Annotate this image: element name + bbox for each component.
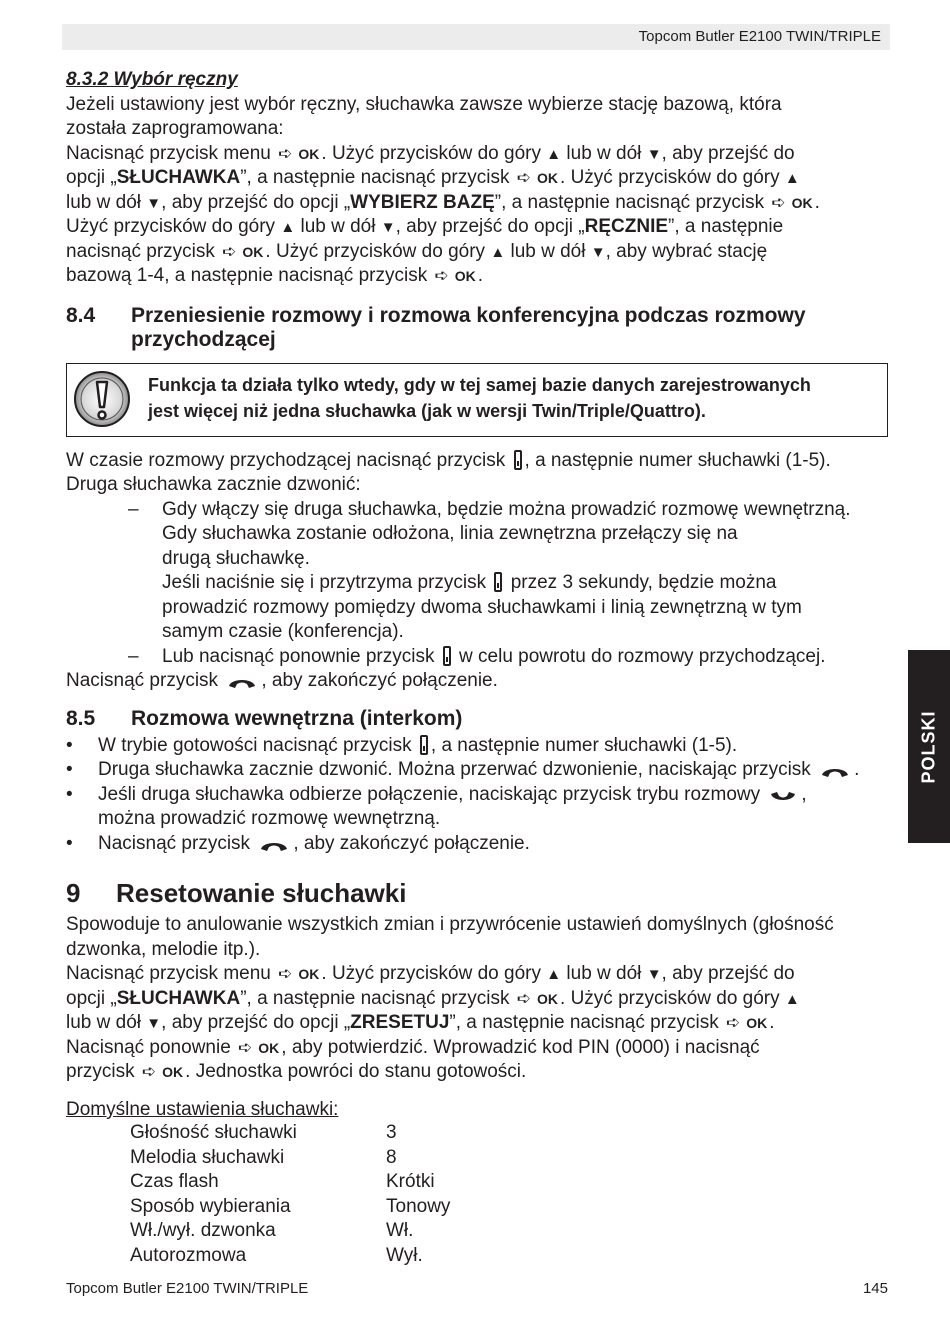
bullet-marker: •: [66, 735, 73, 756]
setting-name: Melodia słuchawki: [130, 1146, 285, 1168]
bullet-marker: •: [66, 833, 73, 854]
header-title: Topcom Butler E2100 TWIN/TRIPLE: [638, 28, 881, 45]
dash-item: [128, 498, 851, 522]
paragraph-line: [66, 473, 361, 497]
setting-name: Sposób wybierania: [130, 1195, 291, 1217]
text: Jednostka powróci do stanu gotowości.: [195, 1061, 527, 1082]
dash-item: [128, 645, 826, 669]
paragraph-line: [66, 240, 767, 265]
setting-value: Wył.: [386, 1244, 423, 1266]
text: .: [769, 1012, 775, 1033]
text: Nacisnąć przycisk , aby zakończyć połączenie.: [98, 833, 530, 854]
down-key-icon: ▼: [646, 966, 662, 983]
section-title: Przeniesienie rozmowy i rozmowa konferencyjna podczas rozmowy: [131, 304, 806, 327]
paragraph-line: dzwonka, melodie itp.).: [66, 939, 261, 960]
paragraph-line: [66, 166, 800, 191]
bullet-item: [66, 783, 807, 807]
hang-up-key-icon: [820, 765, 850, 779]
up-key-icon: ▲: [546, 146, 562, 163]
text: Lub nacisnąć ponownie przycisk w celu powrotu do rozmowy przychodzącej.: [162, 646, 826, 667]
paragraph-line: [66, 1036, 760, 1060]
paragraph-line: samym czasie (konferencja).: [162, 621, 404, 642]
language-label: POLSKI: [918, 709, 939, 784]
text: , aby wybrać stację: [605, 241, 768, 262]
text: Wprowadzić kod PIN (0000) i nacisnąć: [433, 1037, 760, 1058]
paragraph-line: [66, 1060, 526, 1084]
paragraph-line: została zaprogramowana:: [66, 118, 284, 139]
text: .: [560, 167, 571, 188]
setting-name: Głośność słuchawki: [130, 1122, 297, 1143]
setting-value: Tonowy: [386, 1195, 451, 1217]
text: przycisk: [66, 1061, 140, 1082]
paragraph-line: [66, 264, 483, 288]
text: lub w dół: [295, 216, 381, 237]
up-key-icon: ▲: [784, 991, 800, 1008]
table-row: [130, 1146, 450, 1171]
default-settings-table: [130, 1121, 450, 1268]
section-title: Resetowanie słuchawki: [116, 878, 407, 908]
dash-marker: –: [128, 499, 139, 520]
note-line: jest więcej niż jedna słuchawka (jak w wersji Twin/Triple/Quattro).: [148, 401, 706, 421]
text: lub w dół: [505, 241, 591, 262]
warning-note-box: [66, 363, 888, 437]
text: Nacisnąć przycisk menu: [66, 143, 277, 164]
up-key-icon: ▲: [280, 219, 296, 236]
paragraph-line: Gdy słuchawka zostanie odłożona, linia zewnętrzna przełączy się na: [162, 523, 738, 544]
exclamation-warning-icon: [73, 370, 131, 428]
paragraph-line: prowadzić rozmowy pomiędzy dwoma słuchawkami i linią zewnętrzną w tym: [162, 597, 802, 618]
ok-key-icon: ➪ OK: [771, 193, 813, 212]
table-row: [130, 1244, 450, 1269]
defaults-heading: Domyślne ustawienia słuchawki:: [66, 1099, 339, 1120]
page-number: 145: [862, 1280, 888, 1297]
bullet-item: [66, 758, 860, 782]
paragraph-line: [66, 669, 498, 693]
text: Użyć przycisków do góry: [570, 988, 785, 1009]
text: Nacisnąć przycisk menu: [66, 963, 277, 984]
ok-key-icon: ➪ OK: [516, 168, 559, 187]
bullet-marker: •: [66, 784, 73, 805]
menu-option-sluchawka: SŁUCHAWKA: [116, 988, 241, 1009]
menu-option-wybierz-baze: WYBIERZ BAZĘ: [350, 192, 495, 213]
setting-value: 8: [386, 1146, 397, 1168]
section-9-heading: [66, 878, 766, 908]
intercom-key-icon: [443, 646, 451, 666]
bullet-marker: •: [66, 759, 73, 780]
paragraph-line: [162, 571, 777, 595]
text: Użyć przycisków do góry: [275, 241, 491, 262]
text: ”, a następnie nacisnąć przycisk: [240, 988, 515, 1009]
text: W trybie gotowości nacisnąć przycisk , a następnie numer słuchawki (1-5).: [98, 735, 738, 756]
text: , a następnie numer słuchawki (1-5).: [524, 450, 831, 471]
paragraph-line: Spowoduje to anulowanie wszystkich zmian i przywrócenie ustawień domyślnych (głośność: [66, 914, 834, 935]
paragraph-line: [66, 987, 800, 1012]
note-text: [148, 372, 811, 424]
section-number: 9: [66, 878, 81, 908]
text: Druga słuchawka zacznie dzwonić. Można przerwać dzwonienie, naciskając przycisk .: [98, 759, 860, 780]
note-line: Funkcja ta działa tylko wtedy, gdy w tej samej bazie danych zarejestrowanych: [148, 375, 811, 395]
text: Nacisnąć przycisk: [66, 670, 224, 691]
setting-value: Wł.: [386, 1220, 414, 1241]
text: , aby zakończyć połączenie.: [261, 670, 498, 691]
menu-option-zresetuj: ZRESETUJ: [350, 1012, 450, 1033]
down-key-icon: ▼: [380, 219, 396, 236]
paragraph-line: [66, 142, 795, 167]
ok-key-icon: ➪ OK: [238, 1038, 280, 1057]
text: .: [560, 988, 571, 1009]
text: ”, a następnie: [668, 216, 784, 237]
text: ”, a następnie nacisnąć przycisk: [449, 1012, 724, 1033]
section-8-4-heading: [66, 304, 866, 354]
text: Druga słuchawka zacznie dzwonić:: [66, 474, 361, 495]
intercom-key-icon: [420, 735, 428, 755]
paragraph-line: Jeżeli ustawiony jest wybór ręczny, słuchawka zawsze wybierze stację bazową, która: [66, 94, 782, 115]
text: , aby potwierdzić.: [281, 1037, 434, 1058]
down-key-icon: ▼: [646, 146, 662, 163]
paragraph-line: [66, 191, 820, 216]
text: lub w dół: [66, 192, 147, 213]
section-title: Rozmowa wewnętrzna (interkom): [131, 707, 463, 730]
text: Użyć przycisków do góry: [331, 143, 547, 164]
text: Jeśli druga słuchawka odbierze połączenie, naciskając przycisk trybu rozmowy ,: [98, 784, 807, 805]
table-row: [130, 1170, 450, 1195]
table-row: [130, 1121, 450, 1146]
ok-key-icon: ➪ OK: [278, 964, 320, 983]
text: .: [265, 241, 276, 262]
ok-key-icon: ➪ OK: [222, 242, 264, 261]
up-key-icon: ▲: [784, 170, 800, 187]
ok-key-icon: ➪ OK: [141, 1062, 184, 1081]
section-8-5-heading: [66, 707, 766, 731]
intercom-key-icon: [494, 572, 502, 592]
up-key-icon: ▲: [546, 966, 562, 983]
setting-value: 3: [386, 1122, 397, 1143]
text: .: [185, 1061, 196, 1082]
text: lub w dół: [66, 1012, 147, 1033]
up-key-icon: ▲: [490, 244, 506, 261]
text: , aby przejść do opcji „: [161, 192, 351, 213]
ok-key-icon: ➪ OK: [278, 144, 320, 163]
text: lub w dół: [561, 963, 647, 984]
ok-key-icon: ➪ OK: [516, 989, 559, 1008]
text: Użyć przycisków do góry: [66, 216, 281, 237]
footer-title: Topcom Butler E2100 TWIN/TRIPLE: [66, 1280, 309, 1297]
table-row: [130, 1219, 450, 1244]
paragraph-line: [66, 215, 783, 240]
text: opcji „: [66, 167, 117, 188]
page-header-bar: [62, 24, 890, 50]
paragraph-line: [66, 449, 831, 473]
language-side-tab: [908, 650, 950, 843]
text: W czasie rozmowy przychodzącej nacisnąć przycisk: [66, 450, 511, 471]
intercom-key-icon: [514, 450, 522, 470]
paragraph-line: można prowadzić rozmowę wewnętrzną.: [98, 808, 441, 829]
down-key-icon: ▼: [146, 1015, 162, 1032]
text: nacisnąć przycisk: [66, 241, 221, 262]
text: , aby przejść do opcji „: [395, 216, 585, 237]
hang-up-key-icon: [227, 676, 257, 690]
bullet-item: [66, 832, 530, 856]
section-8-3-2-title: 8.3.2 Wybór ręczny: [66, 69, 238, 90]
text: Jeśli naciśnie się i przytrzyma przycisk: [162, 572, 492, 593]
text: opcji „: [66, 988, 117, 1009]
section-title: przychodzącej: [131, 328, 276, 351]
talk-key-icon: [769, 790, 797, 804]
text: .: [321, 963, 332, 984]
dash-marker: –: [128, 646, 139, 667]
down-key-icon: ▼: [146, 195, 162, 212]
setting-name: Autorozmowa: [130, 1244, 247, 1266]
text: bazową 1-4, a następnie nacisnąć przycisk: [66, 265, 433, 286]
text: Użyć przycisków do góry: [570, 167, 785, 188]
text: przez 3 sekundy, będzie można: [505, 572, 777, 593]
ok-key-icon: ➪ OK: [434, 266, 476, 285]
text: Użyć przycisków do góry: [331, 963, 547, 984]
text: .: [814, 192, 820, 213]
setting-name: Czas flash: [130, 1171, 219, 1192]
menu-option-recznie: RĘCZNIE: [584, 216, 669, 237]
text: Nacisnąć ponownie: [66, 1037, 237, 1058]
ok-key-icon: ➪ OK: [726, 1013, 768, 1032]
setting-value: Krótki: [386, 1171, 435, 1192]
text: , aby przejść do: [661, 143, 795, 164]
paragraph-line: drugą słuchawkę.: [162, 548, 310, 569]
section-number: 8.4: [66, 304, 96, 327]
text: ”, a następnie nacisnąć przycisk: [494, 192, 770, 213]
text: .: [477, 265, 484, 286]
hang-up-key-icon: [259, 839, 289, 853]
down-key-icon: ▼: [590, 244, 606, 261]
setting-name: Wł./wył. dzwonka: [130, 1220, 276, 1241]
text: , aby przejść do opcji „: [161, 1012, 351, 1033]
text: ”, a następnie nacisnąć przycisk: [240, 167, 515, 188]
text: .: [321, 143, 332, 164]
menu-option-sluchawka: SŁUCHAWKA: [116, 167, 241, 188]
paragraph-line: [66, 1011, 775, 1036]
table-row: [130, 1195, 450, 1220]
text: Gdy włączy się druga słuchawka, będzie można prowadzić rozmowę wewnętrzną.: [162, 499, 851, 520]
text: , aby przejść do: [661, 963, 795, 984]
section-number: 8.5: [66, 707, 96, 730]
bullet-item: [66, 734, 738, 758]
paragraph-line: [66, 962, 795, 987]
text: lub w dół: [561, 143, 647, 164]
